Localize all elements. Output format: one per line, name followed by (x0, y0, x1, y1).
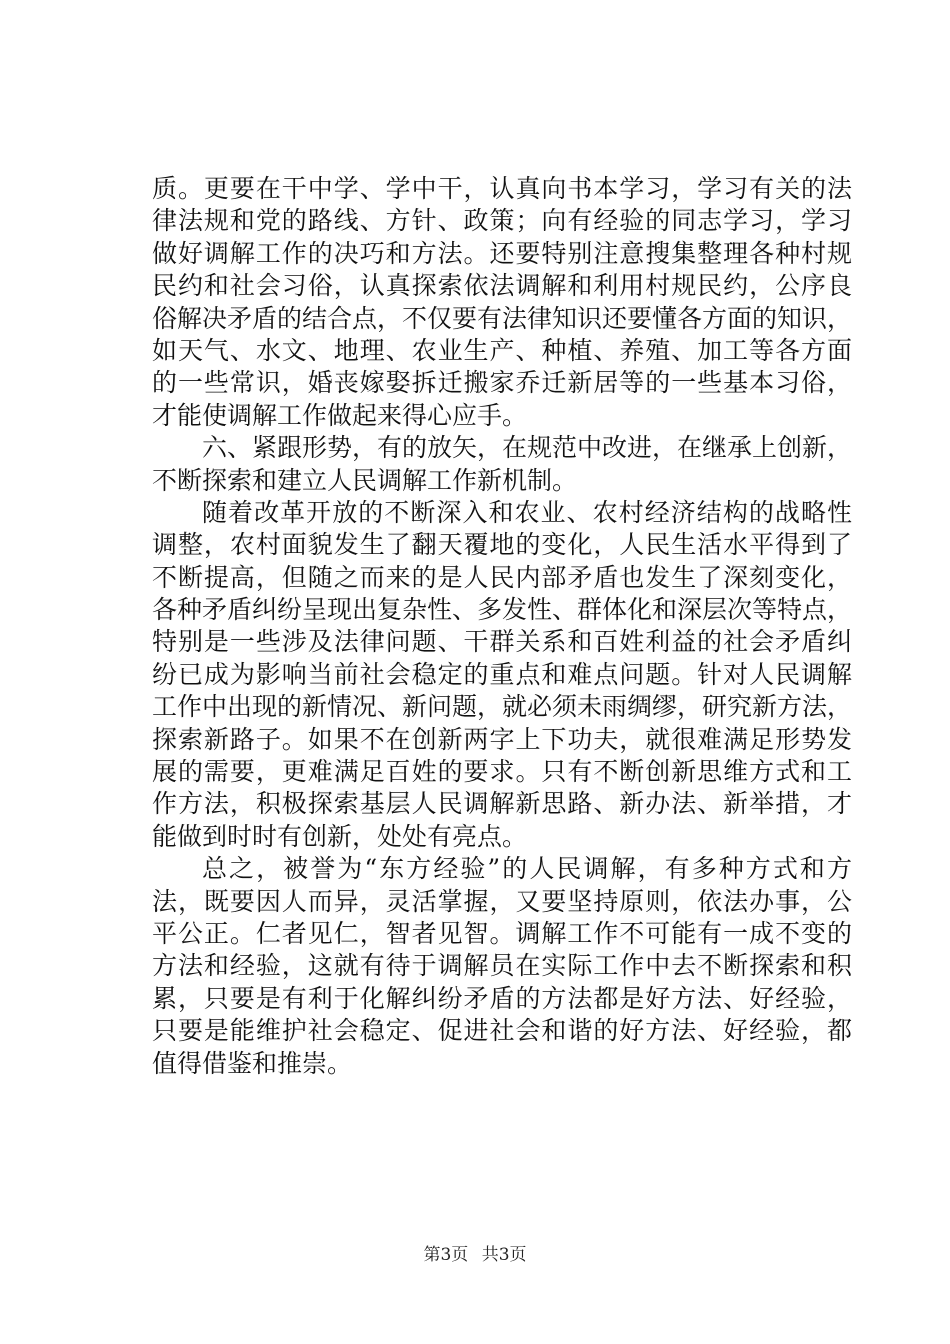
text-line: 的一些常识，婚丧嫁娶拆迁搬家乔迁新居等的一些基本习俗， (152, 368, 852, 398)
text-line: 调整，农村面貌发生了翻天覆地的变化，人民生活水平得到了 (152, 530, 852, 560)
text-line: 才能使调解工作做起来得心应手。 (152, 400, 528, 430)
text-line: 累，只要是有利于化解纠纷矛盾的方法都是好方法、好经验， (152, 983, 852, 1013)
text-line: 总之，被誉为“东方经验”的人民调解，有多种方式和方 (202, 854, 852, 884)
text-line: 只要是能维护社会稳定、促进社会和谐的好方法、好经验，都 (152, 1016, 852, 1046)
text-line: 做好调解工作的决巧和方法。还要特别注意搜集整理各种村规 (152, 238, 852, 268)
text-line: 质。更要在干中学、学中干，认真向书本学习，学习有关的法 (152, 174, 852, 203)
text-line: 探索新路子。如果不在创新两字上下功夫，就很难满足形势发 (152, 724, 852, 754)
page-number: 第3页 (423, 1245, 469, 1265)
text-line: 展的需要，更难满足百姓的要求。只有不断创新思维方式和工 (152, 757, 852, 787)
page-footer (0, 1244, 950, 1266)
document-body (152, 173, 852, 1080)
text-line: 方法和经验，这就有待于调解员在实际工作中去不断探索和积 (152, 951, 852, 981)
text-line: 工作中出现的新情况、新问题，就必须未雨绸缪，研究新方法， (152, 692, 853, 722)
text-line: 特别是一些涉及法律问题、干群关系和百姓利益的社会矛盾纠 (152, 627, 852, 657)
text-line: 不断提高，但随之而来的是人民内部矛盾也发生了深刻变化， (152, 562, 852, 592)
text-line: 纷已成为影响当前社会稳定的重点和难点问题。针对人民调解 (152, 659, 852, 689)
text-line: 随着改革开放的不断深入和农业、农村经济结构的战略性 (202, 497, 852, 527)
text-line: 能做到时时有创新，处处有亮点。 (152, 821, 528, 851)
text-line: 不断探索和建立人民调解工作新机制。 (152, 465, 578, 495)
text-line: 值得借鉴和推崇。 (152, 1048, 353, 1078)
text-line: 平公正。仁者见仁，智者见智。调解工作不可能有一成不变的 (152, 918, 852, 948)
text-line: 律法规和党的路线、方针、政策；向有经验的同志学习，学习 (152, 206, 852, 236)
text-line: 如天气、水文、地理、农业生产、种植、养殖、加工等各方面 (152, 335, 852, 365)
page-total: 共3页 (481, 1245, 527, 1265)
text-line: 民约和社会习俗，认真探索依法调解和利用村规民约，公序良 (152, 271, 852, 301)
text-line: 六、紧跟形势，有的放矢，在规范中改进，在继承上创新， (202, 433, 853, 463)
text-line: 法，既要因人而异，灵活掌握，又要坚持原则，依法办事，公 (152, 886, 852, 916)
text-line: 作方法，积极探索基层人民调解新思路、新办法、新举措，才 (152, 789, 852, 819)
text-line: 俗解决矛盾的结合点，不仅要有法律知识还要懂各方面的知识， (152, 303, 853, 333)
text-line: 各种矛盾纠纷呈现出复杂性、多发性、群体化和深层次等特点， (152, 595, 853, 625)
